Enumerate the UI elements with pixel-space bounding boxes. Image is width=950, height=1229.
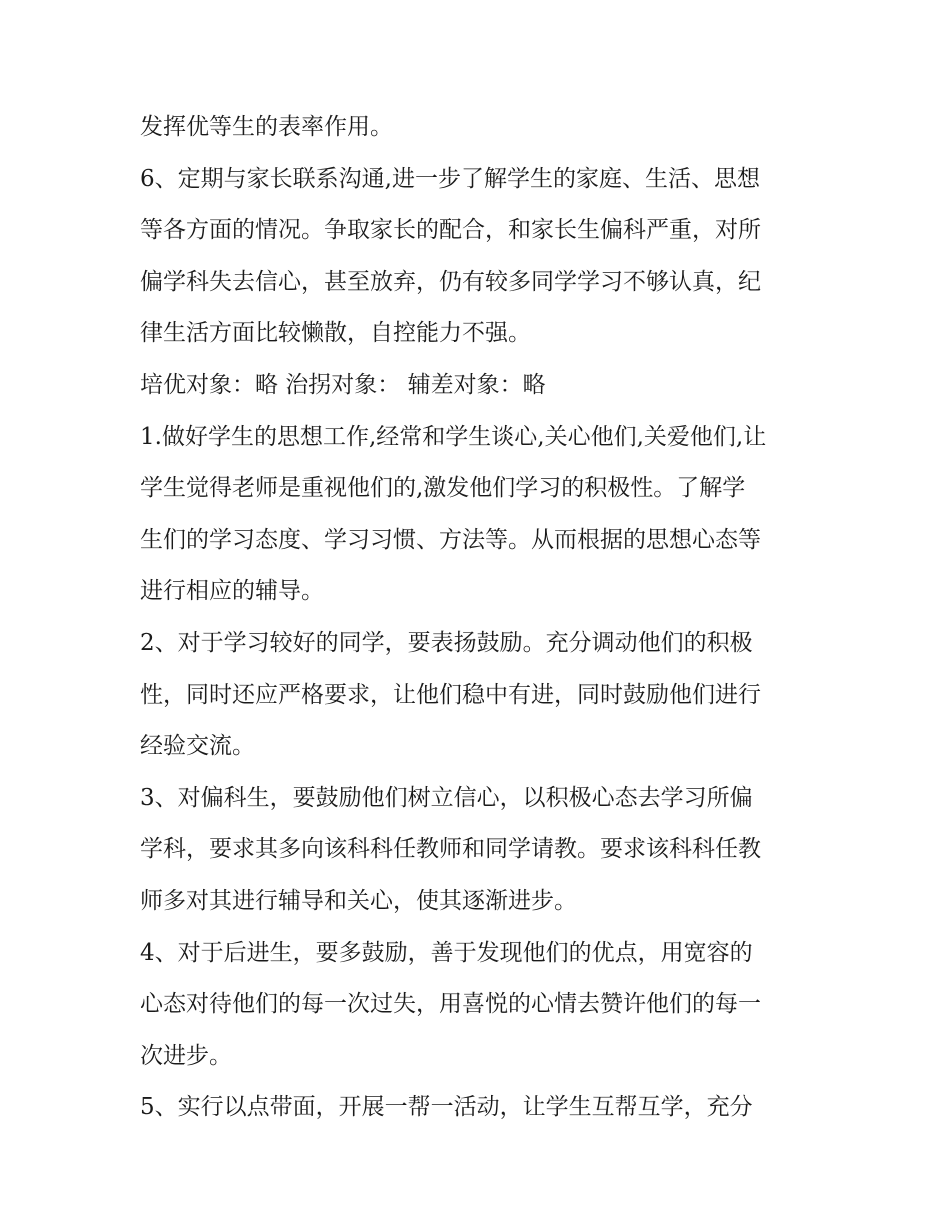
- text-line: 培优对象：略 治拐对象： 辅差对象：略: [140, 371, 546, 398]
- text-line: 5、实行以点带面，开展一帮一活动，让学生互帮互学，充分: [140, 1094, 753, 1121]
- text-line: 1.做好学生的思想工作,经常和学生谈心,关心他们,关爱他们,让: [140, 423, 767, 450]
- text-line: 次进步。: [140, 1042, 232, 1069]
- text-line: 性，同时还应严格要求，让他们稳中有进，同时鼓励他们进行: [140, 681, 761, 708]
- text-line: 师多对其进行辅导和关心，使其逐渐进步。: [140, 887, 577, 914]
- text-line: 学科，要求其多向该科科任教师和同学请教。要求该科科任教: [140, 836, 761, 863]
- text-line: 等各方面的情况。争取家长的配合，和家长生偏科严重，对所: [140, 217, 761, 244]
- text-line: 发挥优等生的表率作用。: [140, 114, 393, 140]
- document-body: [140, 110, 820, 1142]
- text-line: 2、对于学习较好的同学，要表扬鼓励。充分调动他们的积极: [140, 629, 753, 656]
- text-line: 经验交流。: [140, 733, 255, 760]
- text-line: 偏学科失去信心，甚至放弃，仍有较多同学学习不够认真，纪: [140, 268, 761, 295]
- text-line: 3、对偏科生，要鼓励他们树立信心，以积极心态去学习所偏: [140, 784, 753, 811]
- text-line: 进行相应的辅导。: [140, 578, 324, 605]
- text-line: 律生活方面比较懒散，自控能力不强。: [140, 320, 531, 347]
- text-line: 心态对待他们的每一次过失，用喜悦的心情去赞许他们的每一: [140, 991, 761, 1018]
- text-line: 6、定期与家长联系沟通,进一步了解学生的家庭、生活、思想: [140, 165, 760, 192]
- text-line: 生们的学习态度、学习习惯、方法等。从而根据的思想心态等: [140, 526, 761, 553]
- text-line: 学生觉得老师是重视他们的,激发他们学习的积极性。了解学: [140, 475, 746, 502]
- text-line: 4、对于后进生，要多鼓励，善于发现他们的优点，用宽容的: [140, 939, 753, 966]
